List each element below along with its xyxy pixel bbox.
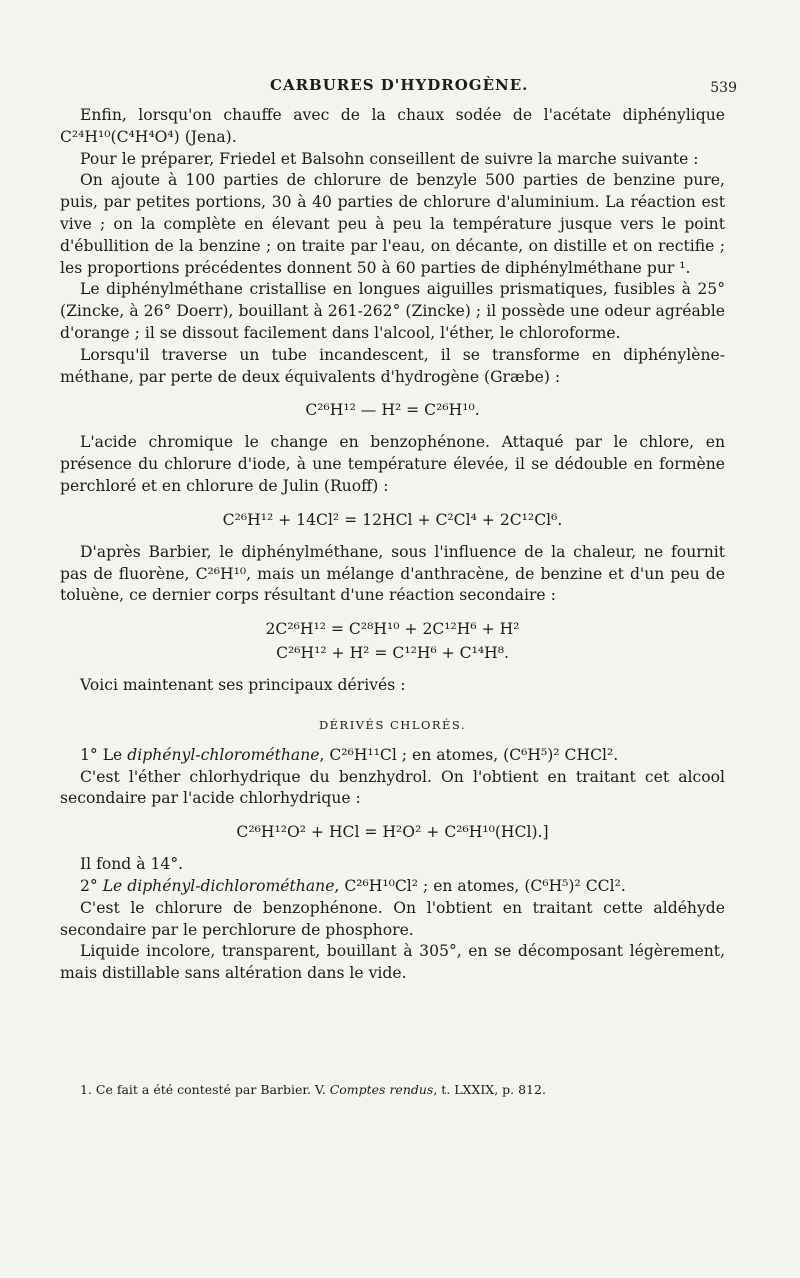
paragraph: C'est le chlorure de benzophénone. On l'obtient en traitant cette aldéhyde secondaire par le perchlorure de phosphore.	[60, 898, 725, 939]
formula-line: C²⁶H¹² — H² = C²⁶H¹⁰.	[305, 401, 480, 420]
formula	[60, 508, 725, 532]
entry-number: 2°	[80, 876, 98, 895]
formula-line: 2C²⁶H¹² = C²⁸H¹⁰ + 2C¹²H⁶ + H²	[265, 620, 520, 639]
paragraph: Liquide incolore, transparent, bouillant à 305°, en se décomposant légèrement, mais distillable sans altération dans le vide.	[60, 942, 725, 983]
formula	[60, 820, 725, 844]
running-head	[60, 76, 737, 100]
paragraph: Pour le préparer, Friedel et Balsohn conseillent de suivre la marche suivante :	[80, 149, 699, 168]
formula	[60, 617, 725, 665]
formula-line: C²⁶H¹² + 14Cl² = 12HCl + C²Cl⁴ + 2C¹²Cl⁶.	[222, 510, 563, 529]
compound-formula: , C²⁶H¹⁰Cl² ; en atomes, (C⁶H⁵)² CCl².	[334, 876, 626, 895]
paragraph: Il fond à 14°.	[80, 855, 184, 874]
paragraph: Lorsqu'il traverse un tube incandescent, il se transforme en diphénylène-méthane, par perte de deux équivalents d'hydrogène (Græbe) :	[60, 345, 725, 386]
body-text	[60, 105, 725, 985]
page-number: 539	[710, 80, 737, 96]
formula	[60, 398, 725, 422]
section-title: DÉRIVÉS CHLORÉS.	[318, 717, 467, 732]
paragraph: D'après Barbier, le diphénylméthane, sous l'influence de la chaleur, ne fournit pas de fluorène, C²⁶H¹⁰, mais un mélange d'anthracène, de benzine et d'un peu de toluène, ce dernier corps résultant d'une réaction secondaire :	[60, 542, 725, 605]
footnote-text: 1. Ce fait a été contesté par Barbier. V.	[80, 1082, 330, 1097]
entry-intro: Le	[102, 745, 123, 764]
paragraph: On ajoute à 100 parties de chlorure de benzyle 500 parties de benzine pure, puis, par petites portions, 30 à 40 parties de chlorure d'aluminium. La réaction est vive ; on la complète en élevant peu à peu la température jusque vers le point d'ébullition de la benzine ; on traite par l'eau, on décante, on distille et on rectifie ; les proportions précédentes donnent 50 à 60 parties de diphénylméthane pur ¹.	[60, 171, 725, 277]
formula-line: C²⁶H¹²O² + HCl = H²O² + C²⁶H¹⁰(HCl).]	[236, 823, 549, 842]
paragraph: Voici maintenant ses principaux dérivés :	[80, 676, 406, 695]
paragraph: Le diphénylméthane cristallise en longues aiguilles prismatiques, fusibles à 25° (Zincke, à 26° Doerr), bouillant à 261-262° (Zincke) ; il possède une odeur agréable d'orange ; il se dissout facilement dans l'alcool, l'éther, le chloroforme.	[60, 280, 725, 342]
paragraph: L'acide chromique le change en benzophénone. Attaqué par le chlore, en présence du chlorure d'iode, à une température élevée, il se dédouble en formène perchloré et en chlorure de Julin (Ruoff) :	[60, 433, 725, 495]
formula-line: C²⁶H¹² + H² = C¹²H⁶ + C¹⁴H⁸.	[276, 644, 509, 663]
footnote	[60, 1082, 725, 1097]
derivative-entry	[60, 745, 725, 767]
compound-formula: , C²⁶H¹¹Cl ; en atomes, (C⁶H⁵)² CHCl².	[319, 745, 619, 764]
entry-number: 1°	[80, 745, 98, 764]
derivative-entry	[60, 876, 725, 898]
running-title: CARBURES D'HYDROGÈNE.	[270, 76, 529, 94]
compound-name: diphényl-chlorométhane	[127, 745, 320, 764]
footnote-journal: Comptes rendus	[329, 1082, 434, 1097]
compound-name: Le diphényl-dichlorométhane	[102, 876, 335, 895]
paragraph: C'est l'éther chlorhydrique du benzhydrol. On l'obtient en traitant cet alcool secondaire par l'acide chlorhydrique :	[60, 767, 725, 808]
paragraph: Enfin, lorsqu'on chauffe avec de la chaux sodée de l'acétate diphénylique C²⁴H¹⁰(C⁴H⁴O⁴) (Jena).	[60, 106, 725, 146]
footnote-ref: , t. LXXIX, p. 812.	[433, 1082, 546, 1097]
page	[60, 0, 737, 1278]
